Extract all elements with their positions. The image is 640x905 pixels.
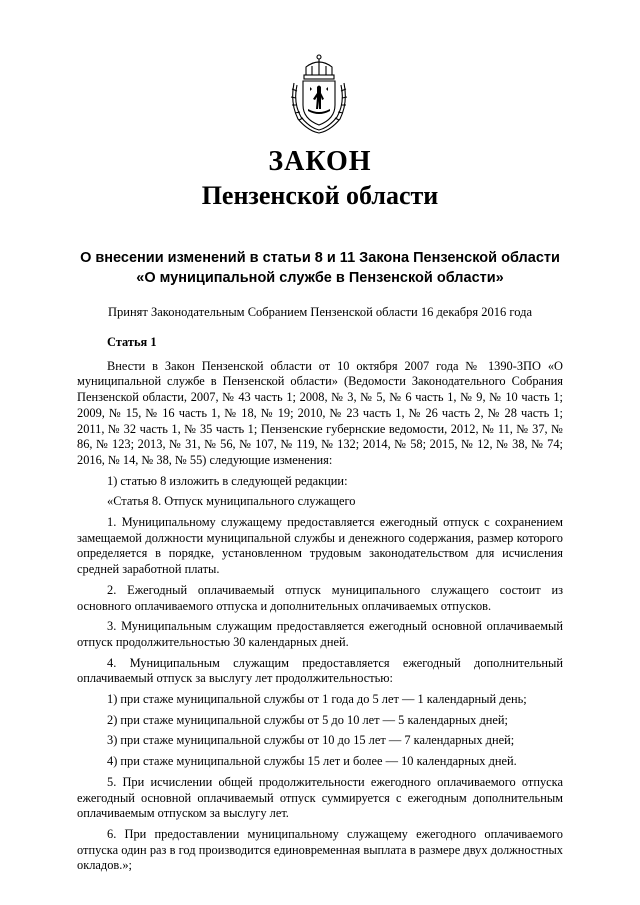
article-title: Статья 1 xyxy=(107,335,157,349)
paragraph: 1) при стаже муниципальной службы от 1 года до 5 лет — 1 календарный день; xyxy=(107,692,527,707)
document-type-title: ЗАКОН xyxy=(268,146,372,177)
law-body xyxy=(77,335,563,879)
paragraph: 3) при стаже муниципальной службы от 10 до 15 лет — 7 календарных дней; xyxy=(107,733,515,748)
coat-of-arms-icon xyxy=(288,53,350,135)
region-title: Пензенской области xyxy=(201,181,439,210)
paragraph: 1. Муниципальному служащему предоставляется ежегодный отпуск с сохранением замещаемой должности муниципальной службы и денежного содержания, размер которого определяется в порядке, установленном трудовым законодательством для исчисления средней заработной платы. xyxy=(77,515,563,577)
paragraph: 6. При предоставлении муниципальному служащему ежегодного оплачиваемого отпуска один раз в год производится единовременная выплата в размере двух должностных окладов.»; xyxy=(77,826,563,873)
paragraph: «Статья 8. Отпуск муниципального служащего xyxy=(107,494,356,509)
paragraph: 4) при стаже муниципальной службы 15 лет и более — 10 календарных дней. xyxy=(107,754,517,769)
paragraph: 5. При исчислении общей продолжительности ежегодного оплачиваемого отпуска ежегодный основной оплачиваемый отпуск суммируется с ежегодным дополнительным оплачиваемым отпуском за выслугу лет. xyxy=(77,774,563,821)
paragraph: 2. Ежегодный оплачиваемый отпуск муниципального служащего состоит из основного оплачиваемого отпуска и дополнительных оплачиваемых отпусков. xyxy=(77,582,563,613)
paragraph: 3. Муниципальным служащим предоставляется ежегодный основной оплачиваемый отпуск продолжительностью 30 календарных дней. xyxy=(77,619,563,649)
adoption-note: Принят Законодательным Собранием Пензенской области 16 декабря 2016 года xyxy=(107,305,533,319)
paragraph: 2) при стаже муниципальной службы от 5 до 10 лет — 5 календарных дней; xyxy=(107,712,508,727)
law-heading: О внесении изменений в статьи 8 и 11 Закона Пензенской области «О муниципальной службе в Пензенской области» xyxy=(80,250,560,286)
paragraph: 1) статью 8 изложить в следующей редакции: xyxy=(107,473,348,488)
paragraph: Внести в Закон Пензенской области от 10 октября 2007 года № 1390-ЗПО «О муниципальной службе в Пензенской области» (Ведомости Законодательного Собрания Пензенской области, 2007, № 43 часть 1; 2008, № 3, № 5, № 6 часть 1, № 9, № 10 часть 1; 2009, № 15, № 16 часть 1, № 18, № 19; 2010, № 23 часть 1, № 26 часть 2, № 28 часть 1; 2011, № 32 часть 1, № 35 часть 1; Пензенские губернские ведомости, 2012, № 11, № 37, № 86, № 123; 2013, № 31, № 56, № 107, № 119, № 132; 2014, № 58; 2015, № 12, № 38, № 74; 2016, № 14, № 38, № 55) следующие изменения: xyxy=(77,358,563,467)
paragraph: 4. Муниципальным служащим предоставляется ежегодный дополнительный оплачиваемый отпуск за выслугу лет продолжительностью: xyxy=(77,655,563,686)
